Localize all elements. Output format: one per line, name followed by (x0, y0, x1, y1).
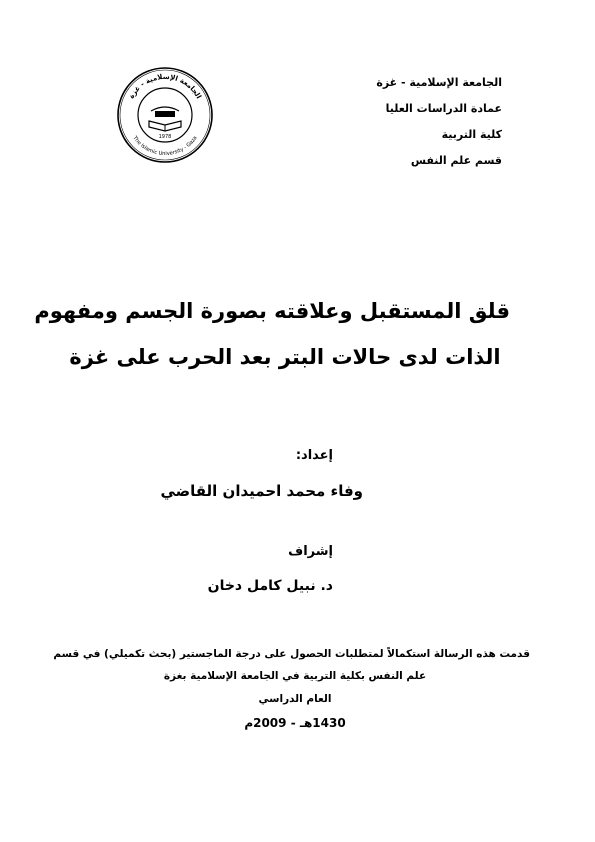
institution-header (282, 70, 502, 174)
seal-ring-english: The Islamic University - Gaza (131, 135, 199, 158)
university-seal-icon (115, 65, 215, 165)
author-name: وفاء محمد احميدان القاضي (160, 482, 363, 500)
deanship-name: عمادة الدراسات العليا (385, 102, 502, 115)
seal-year: 1978 (158, 134, 172, 140)
title-line-1: قلق المستقبل وعلاقته بصورة الجسم ومفهوم (34, 299, 510, 323)
note-line-1: قدمت هذه الرسالة استكمالاً لمتطلبات الحصول على درجة الماجستير (بحث تكميلي) في قسم (53, 648, 530, 660)
department-name: قسم علم النفس (410, 154, 502, 167)
prepared-by-label: إعداد: (295, 448, 333, 463)
note-line-2: علم النفس بكلية التربية في الجامعة الإسلامية بغزة (163, 670, 427, 682)
supervision-label: إشراف (288, 544, 333, 559)
submission-note (53, 643, 530, 687)
supervisor-name: د. نبيل كامل دخان (207, 578, 333, 594)
thesis-title (34, 288, 510, 380)
faculty-name: كلية التربية (441, 128, 502, 141)
university-logo (115, 65, 215, 165)
title-line-2: الذات لدى حالات البتر بعد الحرب على غزة (69, 345, 501, 369)
seal-ring-arabic: الجامعة الإسلامية - غزة (127, 72, 203, 101)
university-name: الجامعة الإسلامية - غزة (376, 76, 502, 89)
academic-year-value: 1430هـ - 2009م (244, 716, 346, 730)
academic-year-label: العام الدراسي (258, 693, 332, 705)
